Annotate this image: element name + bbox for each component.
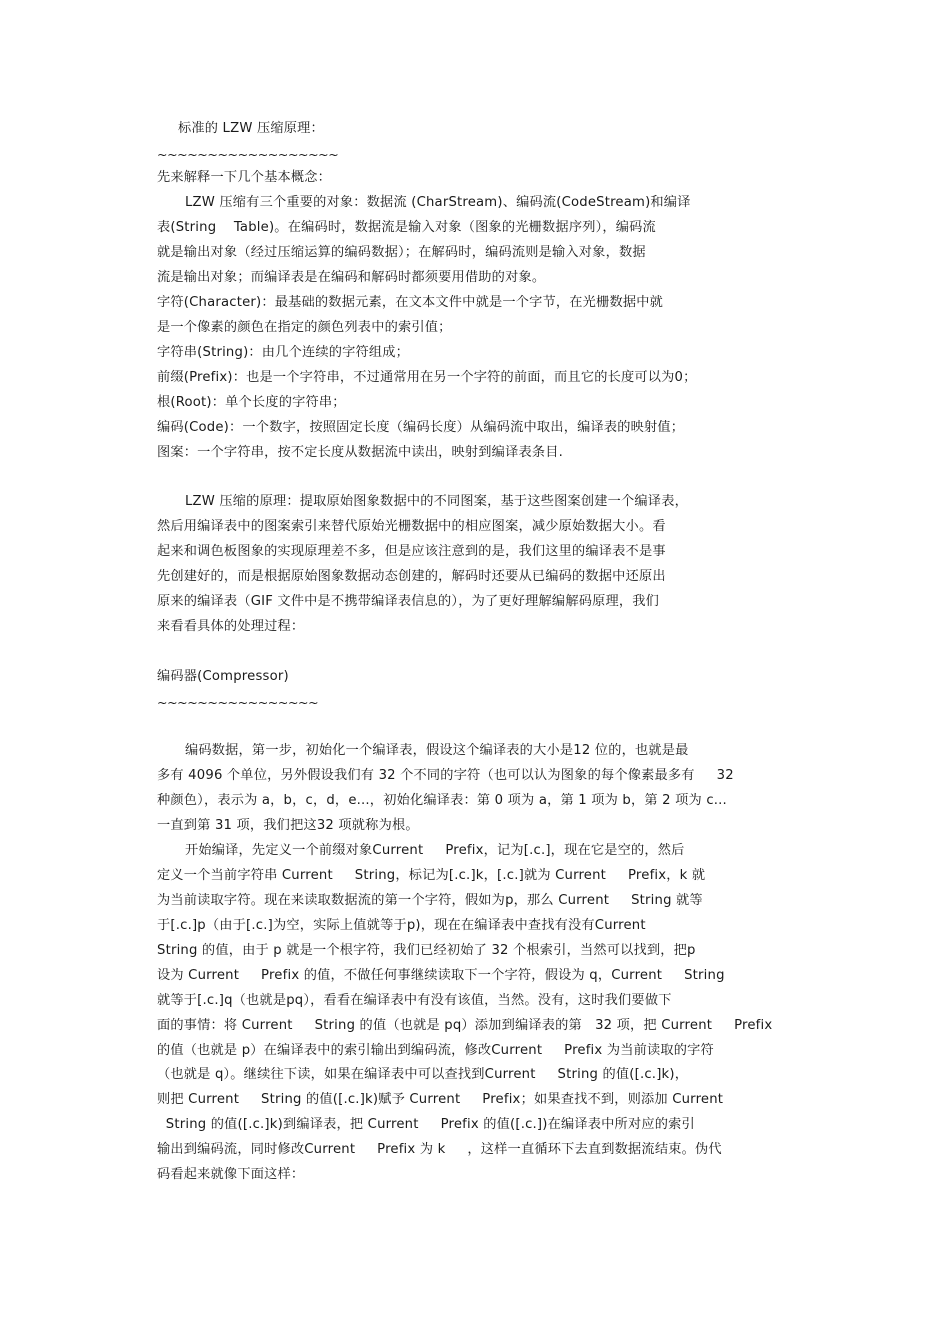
doc-heading: 标准的 LZW 压缩原理： — [178, 121, 324, 136]
paragraph-line: 图案：一个字符串，按不定长度从数据流中读出，映射到编译表条目. — [157, 445, 564, 460]
paragraph-line: （也就是 q）。继续往下读，如果在编译表中可以查找到Current String 的值([.c.]k)， — [157, 1067, 689, 1082]
paragraph-line: 来看看具体的处理过程： — [157, 619, 305, 634]
paragraph-line: 是一个像素的颜色在指定的颜色列表中的索引值； — [157, 320, 452, 335]
paragraph-line: String 的值，由于 p 就是一个根字符，我们已经初始了 32 个根索引，当然可以找到，把p — [157, 943, 696, 958]
paragraph-line: 编码(Code)：一个数字，按照固定长度（编码长度）从编码流中取出，编译表的映射值； — [157, 420, 685, 435]
paragraph-line: 就是输出对象（经过压缩运算的编码数据）；在解码时，编码流则是输入对象，数据 — [157, 245, 646, 260]
paragraph-line: 起来和调色板图象的实现原理差不多，但是应该注意到的是，我们这里的编译表不是事 — [157, 544, 666, 559]
paragraph-line: 然后用编译表中的图案索引来替代原始光栅数据中的相应图案，减少原始数据大小。看 — [157, 519, 666, 534]
paragraph-line: 种颜色），表示为 a，b，c，d，e...，初始化编译表：第 0 项为 a，第 1 项为 b，第 2 项为 c... — [157, 793, 727, 808]
paragraph-line: String 的值([.c.]k)到编译表，把 Current Prefix 的值([.c.])在编译表中所对应的索引 — [157, 1117, 695, 1132]
paragraph-line: 设为 Current Prefix 的值，不做任何事继续读取下一个字符，假设为 q，Current String — [157, 968, 725, 983]
paragraph-line: 的值（也就是 p）在编译表中的索引输出到编码流，修改Current Prefix 为当前读取的字符 — [157, 1043, 714, 1058]
paragraph-line: 码看起来就像下面这样： — [157, 1167, 305, 1182]
paragraph-line: 开始编译，先定义一个前缀对象Current Prefix，记为[.c.]，现在它是空的，然后 — [185, 843, 685, 858]
paragraph-line: LZW 压缩的原理：提取原始图象数据中的不同图案，基于这些图案创建一个编译表， — [185, 494, 688, 509]
paragraph-line: 编码数据，第一步，初始化一个编译表，假设这个编译表的大小是12 位的，也就是最 — [185, 743, 689, 758]
paragraph-line: 多有 4096 个单位，另外假设我们有 32 个不同的字符（也可以认为图象的每个像素最多有 32 — [157, 768, 734, 783]
paragraph-line: 表(String Table)。在编码时，数据流是输入对象（图象的光栅数据序列），编码流 — [157, 220, 656, 235]
paragraph-line: 字符串(String)：由几个连续的字符组成； — [157, 345, 410, 360]
section-heading: 编码器(Compressor) — [157, 669, 289, 684]
paragraph-line: 原来的编译表（GIF 文件中是不携带编译表信息的），为了更好理解编解码原理，我们 — [157, 594, 660, 609]
tilde-divider: ~~~~~~~~~~~~~~~~~~ — [157, 147, 339, 162]
paragraph-line: 为当前读取字符。现在来读取数据流的第一个字符，假如为p，那么 Current String 就等 — [157, 893, 703, 908]
paragraph-line: LZW 压缩有三个重要的对象：数据流 (CharStream)、编码流(CodeStream)和编译 — [185, 195, 691, 210]
paragraph-line: 先来解释一下几个基本概念： — [157, 170, 332, 185]
tilde-divider: ~~~~~~~~~~~~~~~~ — [157, 695, 319, 710]
paragraph-line: 定义一个当前字符串 Current String，标记为[.c.]k，[.c.]就为 Current Prefix，k 就 — [157, 868, 706, 883]
paragraph-line: 前缀(Prefix)：也是一个字符串，不过通常用在另一个字符的前面，而且它的长度可以为0； — [157, 370, 697, 385]
paragraph-line: 根(Root)：单个长度的字符串； — [157, 395, 346, 410]
paragraph-line: 一直到第 31 项，我们把这32 项就称为根。 — [157, 818, 419, 833]
paragraph-line: 就等于[.c.]q（也就是pq），看看在编译表中有没有该值，当然。没有，这时我们要做下 — [157, 993, 672, 1008]
paragraph-line: 于[.c.]p（由于[.c.]为空，实际上值就等于p)，现在在编译表中查找有没有Current — [157, 918, 646, 933]
paragraph-line: 先创建好的，而是根据原始图象数据动态创建的，解码时还要从已编码的数据中还原出 — [157, 569, 666, 584]
paragraph-line: 输出到编码流，同时修改Current Prefix 为 k ，这样一直循环下去直到数据流结束。伪代 — [157, 1142, 722, 1157]
paragraph-line: 面的事情：将 Current String 的值（也就是 pq）添加到编译表的第 32 项，把 Current Prefix — [157, 1018, 773, 1033]
paragraph-line: 字符(Character)：最基础的数据元素，在文本文件中就是一个字节，在光栅数据中就 — [157, 295, 663, 310]
paragraph-line: 流是输出对象；而编译表是在编码和解码时都须要用借助的对象。 — [157, 270, 546, 285]
paragraph-line: 则把 Current String 的值([.c.]k)赋予 Current Prefix；如果查找不到，则添加 Current — [157, 1092, 724, 1107]
